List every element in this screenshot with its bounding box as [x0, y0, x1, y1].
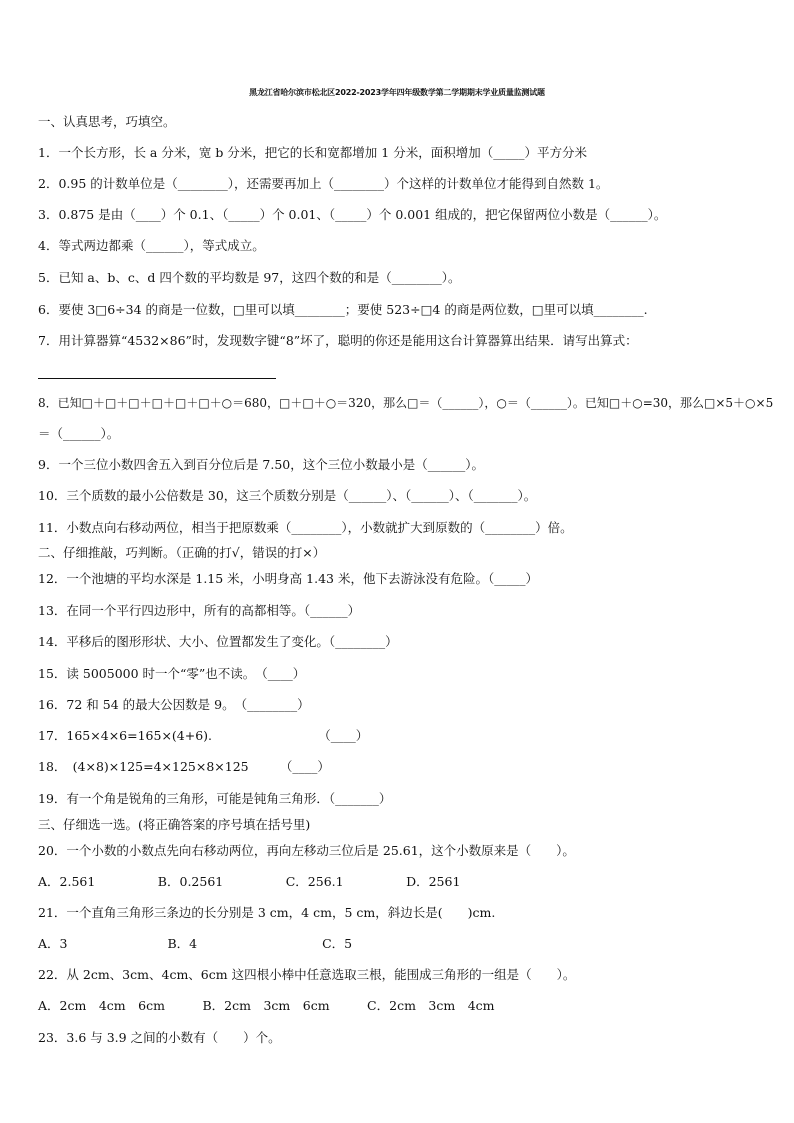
question-18: 18． (4×8)×125=4×125×8×125 （____）	[38, 759, 330, 774]
question-21: 21．一个直角三角形三条边的长分别是 3 cm，4 cm，5 cm，斜边长是( )cm.	[38, 905, 496, 920]
question-8-line-2: ＝（______）。	[38, 426, 120, 441]
question-12: 12．一个池塘的平均水深是 1.15 米，小明身高 1.43 米，他下去游泳没有危险。（_____）	[38, 571, 538, 586]
question-7: 7．用计算器算“4532×86”时，发现数字键“8”坏了，聪明的你还是能用这台计算器算出结果．请写出算式：	[38, 333, 638, 348]
question-20: 20．一个小数的小数点先向右移动两位，再向左移动三位后是 25.61，这个小数原来是（ ）。	[38, 843, 575, 858]
question-15: 15．读 5005000 时一个“零”也不读。 （____）	[38, 666, 306, 681]
question-14: 14．平移后的图形形状、大小、位置都发生了变化。（________）	[38, 634, 398, 649]
question-16: 16．72 和 54 的最大公因数是 9。 （________）	[38, 697, 310, 712]
question-19: 19．有一个角是锐角的三角形，可能是钝角三角形．（_______）	[38, 791, 392, 806]
page-title: 黑龙江省哈尔滨市松北区2022-2023学年四年级数学第二学期期末学业质量监测试题	[249, 88, 545, 97]
question-1: 1．一个长方形，长 a 分米，宽 b 分米，把它的长和宽都增加 1 分米，面积增加（_____）平方分米	[38, 145, 587, 160]
section-heading-fill-blank: 一、认真思考，巧填空。	[38, 114, 176, 129]
question-6: 6．要使 3□6÷34 的商是一位数，□里可以填________；要使 523÷□4 的商是两位数，□里可以填________.	[38, 302, 648, 317]
question-20-options: A．2.561 B．0.2561 C．256.1 D．2561	[38, 874, 461, 889]
question-17: 17．165×4×6=165×(4+6). （____）	[38, 728, 369, 743]
question-3: 3．0.875 是由（____）个 0.1、（_____）个 0.01、（_____）个 0.001 组成的，把它保留两位小数是（______）。	[38, 207, 667, 222]
question-22-options: A．2cm 4cm 6cm B．2cm 3cm 6cm C．2cm 3cm 4cm	[38, 998, 495, 1013]
question-5: 5．已知 a、b、c、d 四个数的平均数是 97，这四个数的和是（________）。	[38, 270, 461, 285]
question-21-options: A．3 B．4 C．5	[38, 936, 353, 951]
question-23: 23．3.6 与 3.9 之间的小数有（ ）个。	[38, 1030, 281, 1045]
answer-blank-line	[38, 378, 276, 379]
question-10: 10．三个质数的最小公倍数是 30，这三个质数分别是（______）、（______）、（_______）。	[38, 488, 537, 503]
question-2: 2．0.95 的计数单位是（________），还需要再加上（________）个这样的计数单位才能得到自然数 1。	[38, 176, 609, 191]
question-4: 4．等式两边都乘（______），等式成立。	[38, 238, 265, 253]
question-13: 13．在同一个平行四边形中，所有的高都相等。（______）	[38, 603, 361, 618]
section-heading-true-false: 二、仔细推敲，巧判断。（正确的打√，错误的打×）	[38, 545, 326, 560]
question-9: 9．一个三位小数四舍五入到百分位后是 7.50，这个三位小数最小是（______）。	[38, 457, 485, 472]
section-heading-multiple-choice: 三、仔细选一选。(将正确答案的序号填在括号里)	[38, 817, 311, 832]
question-22: 22．从 2cm、3cm、4cm、6cm 这四根小棒中任意选取三根，能围成三角形的一组是（ ）。	[38, 967, 576, 982]
question-8-line-1: 8．已知□＋□＋□＋□＋□＋□＋○＝680，□＋□＋○＝320，那么□＝（______），○＝（______）。已知□＋○=30，那么□×5＋○×5	[38, 396, 774, 410]
question-11: 11．小数点向右移动两位，相当于把原数乘（________），小数就扩大到原数的（________）倍。	[38, 520, 573, 535]
